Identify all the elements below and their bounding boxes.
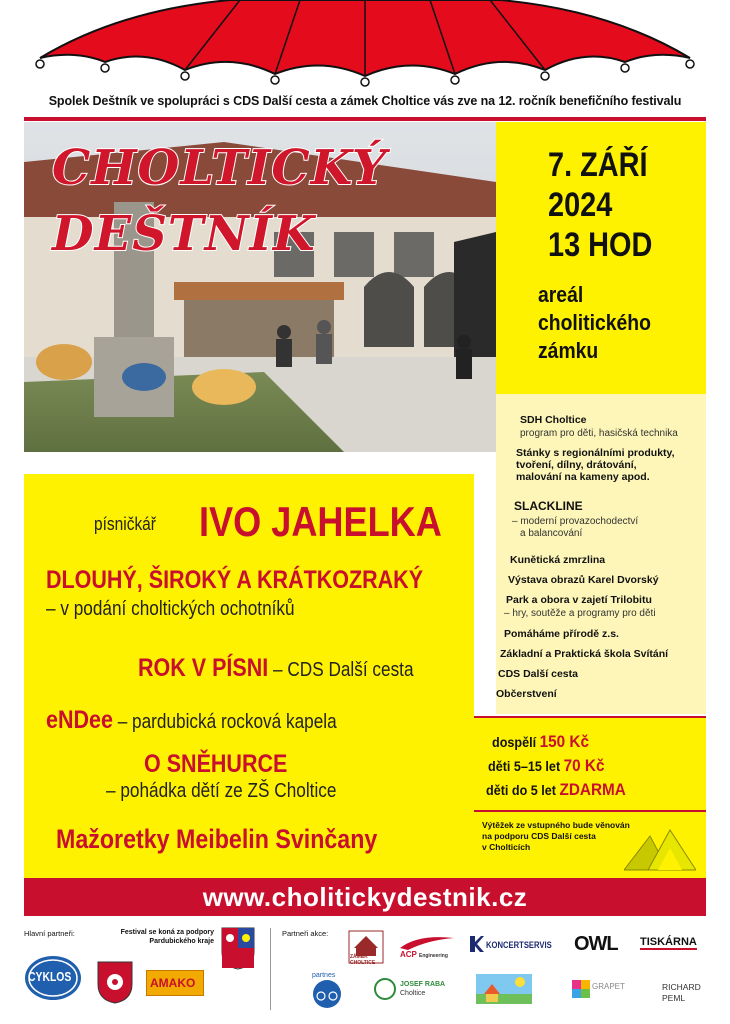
- josef-raba-text: JOSEF RABA Choltice: [400, 981, 446, 997]
- cyklos-logo-text: CYKLOS: [28, 969, 72, 984]
- acp-logo-text: ACP Engineering: [400, 950, 448, 959]
- top-red-rule: [24, 117, 706, 121]
- list-item: Základní a Praktická škola Svítání: [500, 648, 669, 660]
- side-program-list: [496, 394, 706, 714]
- list-item-sub: program pro děti, hasičská technika: [520, 428, 678, 439]
- invitation-text: Spolek Deštník ve spolupráci s CDS Další cesta a zámek Choltice vás zve na 12. ročník benefičního festivalu: [48, 94, 682, 108]
- website-bar: [24, 878, 706, 916]
- event-date-year: 2024: [548, 186, 613, 224]
- act-title: O SNĚHURCE: [144, 750, 288, 778]
- umbrella-illustration: [0, 0, 730, 92]
- amako-logo-text: AMAKO: [150, 976, 196, 990]
- list-item: Výstava obrazů Karel Dvorský: [508, 574, 659, 586]
- main-partners-label: Hlavní partneři:: [24, 929, 75, 938]
- tiskarna-logo-text: TISKÁRNA: [640, 936, 697, 948]
- zamek-choltice-text: ZÁMEK CHOLTICE: [350, 954, 376, 966]
- josef-raba-logo-icon: [374, 978, 396, 1000]
- price-adult: dospělí 150 Kč: [492, 732, 589, 751]
- festival-title-line1: CHOLTICKÝ: [52, 140, 388, 196]
- act-line: ROK V PÍSNI – CDS Další cesta: [138, 654, 414, 682]
- act-description: – v podání choltických ochotníků: [46, 598, 295, 620]
- list-item-sub: – moderní provazochodectví: [512, 516, 639, 527]
- price-child: děti 5–15 let 70 Kč: [488, 756, 605, 775]
- dalsi-cesta-logo-icon: [624, 822, 696, 872]
- partners-divider: [270, 928, 271, 1010]
- choltice-crest-icon: [96, 960, 134, 1004]
- benefit-text: Výtěžek ze vstupného bude věnován na podporu CDS Další cesta v Cholticích: [482, 820, 630, 852]
- list-item: Kunětická zmrzlina: [510, 554, 606, 566]
- event-date-day: 7. ZÁŘÍ: [548, 146, 648, 184]
- list-item: malování na kameny apod.: [516, 471, 650, 483]
- act-title: DLOUHÝ, ŠIROKÝ A KRÁTKOZRAKÝ: [46, 566, 424, 594]
- richard-peml-text: RICHARD PEML: [662, 982, 701, 1003]
- venue-line-1: areál: [538, 282, 584, 307]
- venue-line-3: zámku: [538, 338, 599, 363]
- date-panel: [496, 122, 706, 394]
- price-toddler: děti do 5 let ZDARMA: [486, 780, 626, 799]
- list-item: Občerstvení: [496, 688, 557, 700]
- act-line: eNDee – pardubická rocková kapela: [46, 706, 337, 734]
- list-item-sub: a balancování: [520, 528, 583, 539]
- website-link[interactable]: www.cholitickydestnik.cz: [202, 882, 528, 912]
- grapet-logo-icon: [572, 980, 590, 998]
- singer-label: písničkář: [94, 514, 156, 534]
- koncertservis-k-icon: [470, 936, 484, 952]
- list-item: Pomáháme přírodě z.s.: [504, 628, 619, 640]
- list-item: Park a obora v zajetí Trilobitu: [506, 594, 652, 606]
- action-partners-label: Partneři akce:: [282, 929, 329, 938]
- photo-bottom-gap: [24, 452, 496, 474]
- benefit-panel: [474, 810, 706, 878]
- singer-name: IVO JAHELKA: [199, 498, 442, 545]
- list-item: SDH Choltice: [520, 414, 587, 426]
- region-support-text: Festival se koná za podpory Pardubického kraje: [120, 929, 214, 945]
- act-description: – pohádka dětí ze ZŠ Choltice: [106, 780, 337, 802]
- prices-panel: [474, 716, 706, 810]
- list-item: CDS Další cesta: [498, 668, 578, 680]
- festival-title-line2: DEŠTNÍK: [52, 206, 316, 262]
- act-title: Mažoretky Meibelin Svinčany: [56, 824, 378, 854]
- grapet-logo-text: GRAPET: [592, 982, 625, 991]
- list-item: SLACKLINE: [514, 499, 583, 513]
- owl-logo-text: OWL: [574, 933, 618, 955]
- venue-line-2: cholitického: [538, 310, 651, 335]
- pardubice-region-crest-icon: [220, 926, 256, 970]
- koncertservis-logo-text: KONCERTSERVIS: [486, 940, 552, 950]
- list-item: tvoření, dílny, drátování,: [516, 459, 637, 471]
- partnes-logo-icon: [306, 974, 348, 1010]
- list-item-sub: – hry, soutěže a programy pro děti: [504, 608, 656, 619]
- partnes-logo-text: partnes: [312, 972, 336, 979]
- children-drawing-logo-icon: [476, 974, 532, 1004]
- event-time: 13 HOD: [548, 226, 653, 264]
- festival-photo: [24, 122, 496, 452]
- main-program-panel: [24, 474, 474, 878]
- list-item: Stánky s regionálními produkty,: [516, 447, 675, 459]
